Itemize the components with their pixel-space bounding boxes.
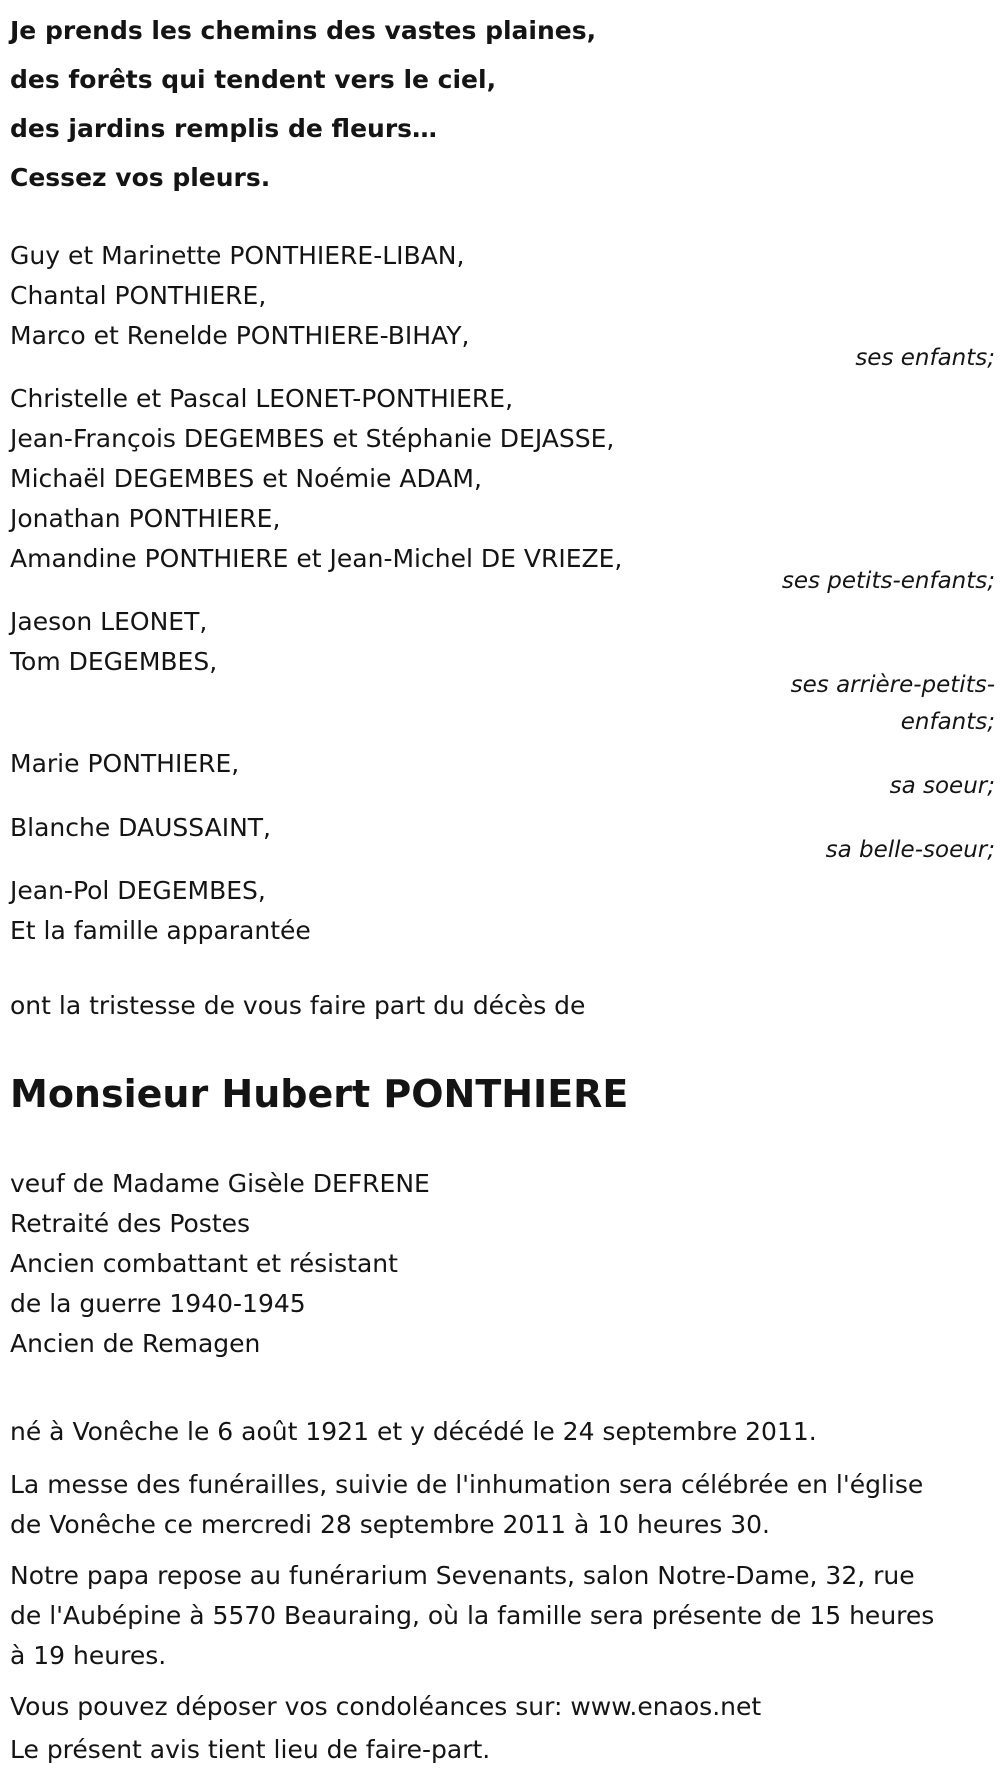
relation-label: ses petits-enfants; <box>781 568 995 594</box>
family-line: Chantal PONTHIERE, <box>10 281 267 310</box>
relation-label: sa soeur; <box>889 773 995 799</box>
relation-label: ses arrière-petits- <box>790 672 995 698</box>
family-line: Tom DEGEMBES, <box>10 647 218 676</box>
poem <box>10 6 596 202</box>
poem-line: des forêts qui tendent vers le ciel, <box>10 65 497 94</box>
poem-line: des jardins remplis de fleurs… <box>10 114 438 143</box>
family-line: Et la famille apparantée <box>10 916 311 945</box>
detail-line: Ancien de Remagen <box>10 1329 261 1358</box>
funeral-mass-line: La messe des funérailles, suivie de l'inhumation sera célébrée en l'église <box>10 1470 924 1499</box>
detail-line: Ancien combattant et résistant <box>10 1249 398 1278</box>
poem-line: Je prends les chemins des vastes plaines, <box>10 16 597 45</box>
poem-line: Cessez vos pleurs. <box>10 163 271 192</box>
family-line: Marie PONTHIERE, <box>10 749 240 778</box>
notice-line: Le présent avis tient lieu de faire-part. <box>10 1735 491 1764</box>
relation-label: enfants; <box>900 709 995 735</box>
family-line: Christelle et Pascal LEONET-PONTHIERE, <box>10 384 514 413</box>
condolences-line: Vous pouvez déposer vos condoléances sur: www.enaos.net <box>10 1692 762 1721</box>
detail-line: veuf de Madame Gisèle DEFRENE <box>10 1169 430 1198</box>
relation-label: sa belle-soeur; <box>825 837 995 863</box>
family-line: Jean-François DEGEMBES et Stéphanie DEJASSE, <box>10 424 615 453</box>
family-line: Jean-Pol DEGEMBES, <box>10 876 266 905</box>
detail-line: de la guerre 1940-1945 <box>10 1289 306 1318</box>
family-line: Guy et Marinette PONTHIERE-LIBAN, <box>10 241 465 270</box>
resting-place-line: de l'Aubépine à 5570 Beauraing, où la famille sera présente de 15 heures <box>10 1601 935 1630</box>
family-line: Jaeson LEONET, <box>10 607 208 636</box>
relation-label: ses enfants; <box>855 345 995 371</box>
family-line: Jonathan PONTHIERE, <box>10 504 281 533</box>
family-line: Blanche DAUSSAINT, <box>10 813 271 842</box>
family-line: Amandine PONTHIERE et Jean-Michel DE VRIEZE, <box>10 544 623 573</box>
family-line: Michaël DEGEMBES et Noémie ADAM, <box>10 464 482 493</box>
resting-place-line: Notre papa repose au funérarium Sevenants, salon Notre-Dame, 32, rue <box>10 1561 915 1590</box>
announcement: ont la tristesse de vous faire part du décès de <box>10 991 586 1020</box>
funeral-mass-line: de Vonêche ce mercredi 28 septembre 2011 à 10 heures 30. <box>10 1510 770 1539</box>
resting-place-line: à 19 heures. <box>10 1641 167 1670</box>
birth-death-line: né à Vonêche le 6 août 1921 et y décédé le 24 septembre 2011. <box>10 1417 817 1446</box>
detail-line: Retraité des Postes <box>10 1209 251 1238</box>
deceased-name: Monsieur Hubert PONTHIERE <box>10 1072 629 1116</box>
family-line: Marco et Renelde PONTHIERE-BIHAY, <box>10 321 470 350</box>
